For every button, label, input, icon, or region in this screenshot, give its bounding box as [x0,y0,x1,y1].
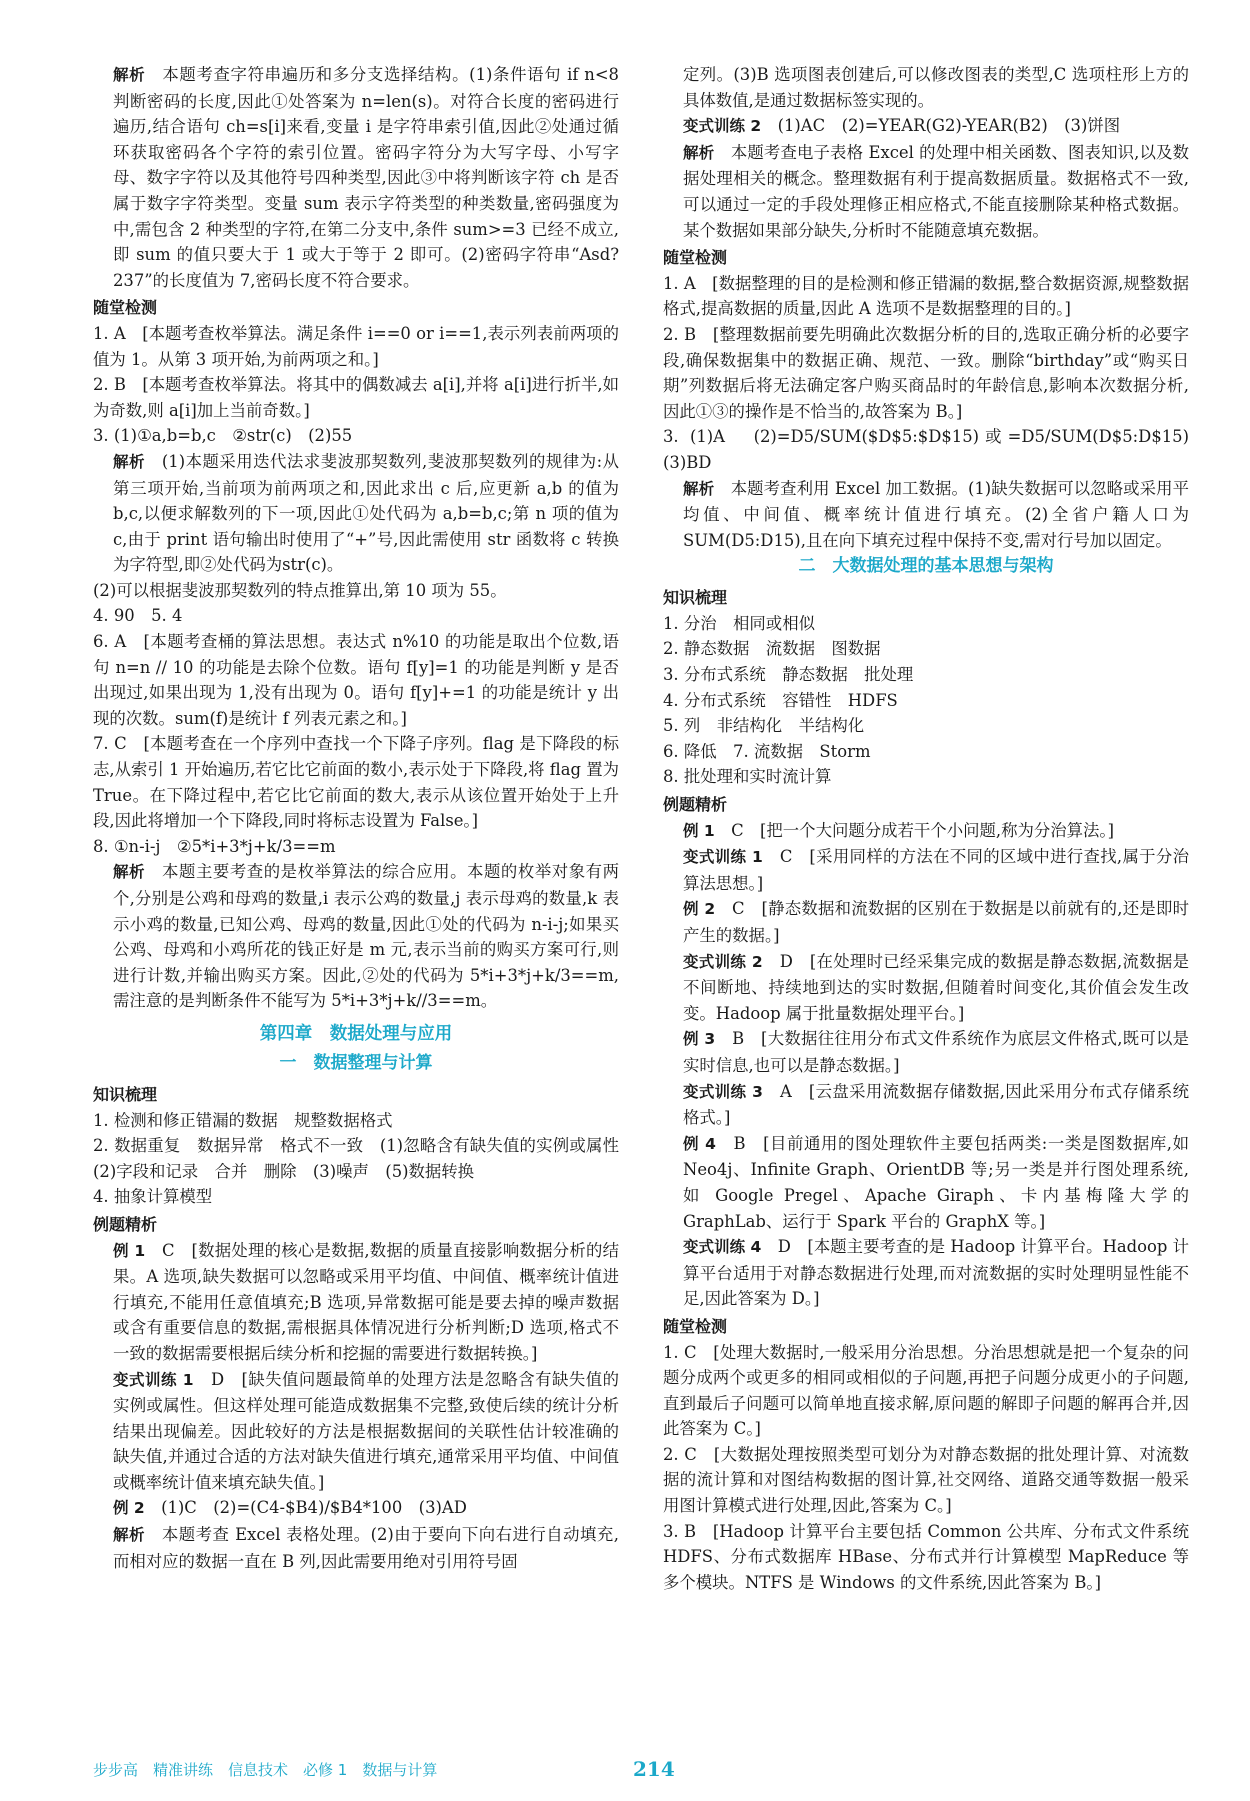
item-text: 2. C [大数据处理按照类型可划分为对静态数据的批处理计算、对流数据的流计算和对图结构数据的图计算,社交网络、道路交通等数据一般采用图计算模式进行处理,因此,答案为 C。] [663,1444,1189,1516]
item-text: (1)AC (2)=YEAR(G2)-YEAR(B2) (3)饼图 [761,116,1121,136]
item-text: C [数据处理的核心是数据,数据的质量直接影响数据分析的结果。A 选项,缺失数据可以忽略或采用平均值、中间值、概率统计值进行填充,不能用任意值填充;B 选项,异常数据可能是要去掉的噪声数据或含有重要信息的数据,需根据具体情况进行分析判断;D 选项,格式不一致的数据需要根据后续分析和挖掘的需要进行数据转换。] [113,1240,619,1363]
answer-item [663,713,1189,739]
item-label: 例 4 [683,1134,716,1153]
answer-item [93,423,619,449]
item-text: B [大数据往往用分布式文件系统作为底层文件格式,既可以是实时信息,也可以是静态数据。] [683,1029,1190,1075]
footer-series-title: 步步高 精准讲练 信息技术 必修 1 数据与计算 [93,1761,438,1779]
answer-explanation [663,818,1189,845]
page-footer [93,1757,1193,1787]
item-text: C [静态数据和流数据的区别在于数据是以前就有的,还是即时产生的数据。] [683,899,1189,945]
item-text: D [在处理时已经采集完成的数据是静态数据,流数据是不间断地、持续地到达的实时数据,但随着时间变化,其价值会发生改变。Hadoop 属于批量数据处理平台。] [683,951,1189,1023]
subsection-heading: 例题精析 [93,1214,158,1234]
item-label: 变式训练 1 [113,1370,194,1389]
item-label: 例 1 [113,1241,146,1260]
answer-explanation [663,113,1189,140]
answer-item [663,636,1189,662]
answer-explanation [93,449,619,578]
item-label: 变式训练 3 [683,1082,763,1101]
answer-item [663,611,1189,637]
answer-item [93,578,619,604]
answer-item [663,739,1189,765]
item-text: 7. C [本题考查在一个序列中查找一个下降子序列。flag 是下降段的标志,从索引 1 开始遍历,若它比它前面的数小,表示处于下降段,将 flag 置为 True。在下降过程中,若它比它前面的数大,表示从该位置开始处于上升段,因此将增加一个下降段,同时将标志设置为 False。] [93,734,619,831]
item-label: 解析 [113,863,146,882]
answer-item [93,321,619,372]
subsection-heading: 随堂检测 [663,1316,728,1336]
item-text: C [把一个大问题分成若干个小问题,称为分治算法。] [714,820,1115,840]
item-text: 本题考查利用 Excel 加工数据。(1)缺失数据可以忽略或采用平均值、中间值、概率统计值进行填充。(2)全省户籍人口为 SUM(D5:D15),且在向下填充过程中保持不变,需对行号加以固定。 [683,478,1189,550]
answer-item [93,1108,619,1134]
subsection-heading: 随堂检测 [663,248,728,268]
item-label: 例 2 [113,1499,145,1518]
item-text: D [缺失值问题最简单的处理方法是忽略含有缺失值的实例或属性。但这样处理可能造成数据集不完整,致使后续的统计分析结果出现偏差。因此较好的方法是根据数据间的关联性估计较准确的缺失值,并通过合适的方法对缺失值进行填充,通常采用平均值、中间值或概率统计值来填充缺失值。] [113,1369,619,1492]
item-label: 解析 [113,452,145,471]
item-text: D [本题主要考查的是 Hadoop 计算平台。Hadoop 计算平台适用于对静态数据进行处理,而对流数据的实时处理明显性能不足,因此答案为 D。] [683,1237,1189,1309]
answer-item [93,1133,636,1184]
answer-item [93,834,619,860]
answer-explanation [663,1131,1189,1234]
item-text: 4. 分布式系统 容错性 HDFS [663,690,898,710]
answer-explanation [663,844,1189,896]
item-label: 解析 [113,1526,145,1545]
answer-explanation [93,859,619,1014]
section-title: 二 大数据处理的基本思想与架构 [798,556,1054,577]
item-label: 解析 [113,66,146,84]
item-text: 8. ①n-i-j ②5*i+3*j+k/3==m [93,836,336,856]
item-label: 变式训练 2 [683,952,763,971]
item-text: 5. 列 非结构化 半结构化 [663,716,865,736]
item-label: 例 3 [683,1030,716,1049]
item-text: 2. 数据重复 数据异常 格式不一致 (1)忽略含有缺失值的实例或属性 (2)字段和记录 合并 删除 (3)噪声 (5)数据转换 [93,1136,636,1181]
item-text: B [目前通用的图处理软件主要包括两类:一类是图数据库,如 Neo4j、Infinite Graph、OrientDB 等;另一类是并行图处理系统,如 Google Pregel、Apache Giraph、卡内基梅隆大学的 GraphLab、运行于 Spark 平台的 GraphX 等。] [683,1133,1189,1231]
item-text: (1)C (2)=(C4-$B4)/$B4*100 (3)AD [144,1498,467,1518]
answer-explanation [93,1238,619,1367]
subsection-heading: 随堂检测 [93,298,158,318]
answer-item [663,764,1189,790]
answer-item [663,322,1189,424]
answer-item [93,629,619,731]
left-column [93,62,636,1574]
answer-explanation [663,140,1189,243]
answer-item [663,62,1189,113]
item-text: 2. 静态数据 流数据 图数据 [663,639,881,659]
item-text: 本题主要考查的是枚举算法的综合应用。本题的枚举对象有两个,分别是公鸡和母鸡的数量,i 表示公鸡的数量,j 表示母鸡的数量,k 表示小鸡的数量,已知公鸡、母鸡的数量,因此①处的代码为 n-i-j;如果买公鸡、母鸡和小鸡所花的钱正好是 m 元,表示当前的购买方案可行,则进行计数,并输出购买方案。因此,②处的代码为 5*i+3*j+k/3==m,需注意的是判断条件不能写为 5*i+3*j+k//3==m。 [113,862,619,1011]
answer-explanation [663,1026,1189,1078]
item-text: 1. C [处理大数据时,一般采用分治思想。分治思想就是把一个复杂的问题分成两个或更多的相同或相似的子问题,再把子问题分成更小的子问题,直到最后子问题可以简单地直接求解,原问题的解即子问题的解再合并,因此答案为 C。] [663,1342,1189,1439]
item-text: 本题考查电子表格 Excel 的处理中相关函数、图表知识,以及数据处理相关的概念。整理数据有利于提高数据质量。数据格式不一致,可以通过一定的手段处理修正相应格式,不能直接删除某种格式数据。某个数据如果部分缺失,分析时不能随意填充数据。 [683,142,1189,240]
item-text: (2)可以根据斐波那契数列的特点推算出,第 10 项为 55。 [93,580,507,600]
item-text: 8. 批处理和实时流计算 [663,767,832,787]
item-text: 6. 降低 7. 流数据 Storm [663,741,871,761]
item-text: C [采用同样的方法在不同的区域中进行查找,属于分治算法思想。] [683,847,1189,893]
answer-item [663,271,1189,322]
section-title: 一 数据整理与计算 [279,1052,433,1073]
item-text: 6. A [本题考查桶的算法思想。表达式 n%10 的功能是取出个位数,语句 n=n // 10 的功能是去除个位数。语句 f[y]=1 的功能是判断 y 是否出现过,如果出现为 1,没有出现为 0。语句 f[y]+=1 的功能是统计 y 出现的次数。sum(f)是统计 f 列表元素之和。] [93,632,619,728]
item-text: 1. A [本题考查枚举算法。满足条件 i==0 or i==1,表示列表前两项的值为 1。从第 3 项开始,为前两项之和。] [93,323,619,369]
item-text: 3. (1)A (2)=D5/SUM($D$5:$D$15)或=D5/SUM(D$5:D$15) (3)BD [663,427,1206,472]
item-text: 3. (1)①a,b=b,c ②str(c) (2)55 [93,426,353,446]
answer-explanation [663,896,1189,948]
item-text: 2. B [本题考查枚举算法。将其中的偶数减去 a[i],并将 a[i]进行折半,如为奇数,则 a[i]加上当前奇数。] [93,375,619,420]
answer-explanation [663,476,1189,554]
answer-item [663,1442,1189,1519]
answer-explanation [93,1522,619,1574]
chapter-title: 第四章 数据处理与应用 [259,1023,453,1044]
item-label: 解析 [683,143,715,162]
answer-explanation [663,1234,1189,1312]
item-text: 1. A [数据整理的目的是检测和修正错漏的数据,整合数据资源,规整数据格式,提高数据的质量,因此 A 选项不是数据整理的目的。] [663,273,1189,319]
answer-item [663,1519,1189,1596]
subsection-heading: 例题精析 [663,795,728,815]
answer-explanation [663,1079,1189,1131]
item-label: 变式训练 2 [683,117,762,136]
subsection-heading: 知识梳理 [663,588,728,608]
answer-item [663,424,1206,475]
answer-item [93,372,619,423]
answer-item [93,603,619,629]
answer-item [93,1184,619,1210]
item-text: 2. B [整理数据前要先明确此次数据分析的目的,选取正确分析的必要字段,确保数据集中的数据正确、规范、一致。删除“birthday”或“购买日期”列数据后将无法确定客户购买商品时的年龄信息,影响本次数据分析,因此①③的操作是不恰当的,故答案为 B。] [663,324,1189,421]
answer-item [663,1340,1189,1442]
item-label: 变式训练 4 [683,1238,762,1257]
answer-explanation [663,949,1189,1027]
item-text: 4. 90 5. 4 [93,606,183,626]
right-column [663,62,1206,1595]
item-label: 变式训练 1 [683,848,763,867]
item-text: (1)本题采用迭代法求斐波那契数列,斐波那契数列的规律为:从第三项开始,当前项为前两项之和,因此求出 c 后,应更新 a,b 的值为 b,c,以便求解数列的下一项,因此①处代码为 a,b=b,c;第 n 项的值为 c,由于 print 语句输出时使用了“+”号,因此需使用 str 函数将 c 转换为字符型,即②处代码为str(c)。 [113,451,619,575]
item-text: 定列。(3)B 选项图表创建后,可以修改图表的类型,C 选项柱形上方的具体数值,是通过数据标签实现的。 [683,65,1189,110]
subsection-heading: 知识梳理 [93,1084,158,1104]
item-text: 3. B [Hadoop 计算平台主要包括 Common 公共库、分布式文件系统 HDFS、分布式数据库 HBase、分布式并行计算模型 MapReduce 等多个模块。NTFS 是 Windows 的文件系统,因此答案为 B。] [663,1521,1189,1592]
answer-item [663,662,1189,688]
answer-explanation [93,62,619,293]
item-text: 1. 分治 相同或相似 [663,613,815,633]
item-text: A [云盘采用流数据存储数据,因此采用分布式存储系统格式。] [683,1081,1189,1128]
answer-explanation [93,1367,619,1496]
item-text: 1. 检测和修正错漏的数据 规整数据格式 [93,1110,393,1130]
page-number: 214 [633,1757,675,1781]
answer-explanation [93,1495,619,1522]
item-label: 例 2 [683,900,716,919]
item-text: 4. 抽象计算模型 [93,1187,213,1207]
item-label: 解析 [683,479,715,498]
item-text: 本题考查 Excel 表格处理。(2)由于要向下向右进行自动填充,而相对应的数据一直在 B 列,因此需要用绝对引用符号固 [113,1525,619,1571]
item-label: 例 1 [683,821,715,840]
item-text: 本题考查字符串遍历和多分支选择结构。(1)条件语句 if n<8 判断密码的长度,因此①处答案为 n=len(s)。对符合长度的密码进行遍历,结合语句 ch=s[i]来看,变量 i 是字符串索引值,因此②处通过循环获取密码各个字符的索引位置。密码字符分为大写字母、小写字母、数字字符以及其他符号四种类型,因此③中将判断该字符 ch 是否属于数字字符类型。变量 sum 表示字符类型的种类数量,密码强度为中,需包含 2 种类型的字符,在第二分支中,条件 sum>=3 已经不成立,即 sum 的值只要大于 1 或大于等于 2 即可。(2)密码字符串“Asd?237”的长度值为 7,密码长度不符合要求。 [113,65,619,290]
answer-item [93,731,619,833]
answer-item [663,688,1189,714]
item-text: 3. 分布式系统 静态数据 批处理 [663,665,914,685]
